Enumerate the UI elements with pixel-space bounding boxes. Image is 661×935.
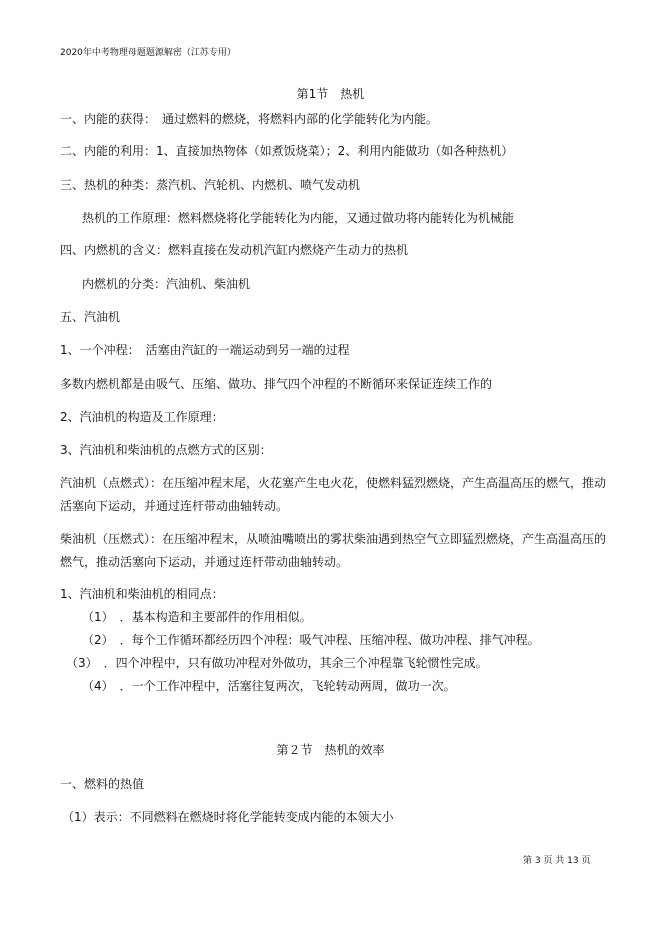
paragraph: 多数内燃机都是由吸气、压缩、做功、排气四个冲程的不断循环来保证连续工作的	[60, 377, 493, 391]
list-item: （3） ．四个冲程中，只有做功冲程对外做功，其余三个冲程靠飞轮惯性完成。	[66, 656, 488, 670]
paragraph: 二、内能的利用：1、直接加热物体（如煮饭烧菜）；2、利用内能做功（如各种热机）	[60, 144, 514, 158]
paragraph: 燃气，推动活塞向下运动，并通过连杆带动曲轴转动。	[60, 555, 349, 569]
paragraph: 一、燃料的热值	[60, 777, 145, 791]
paragraph: 2、汽油机的构造及工作原理：	[60, 410, 224, 424]
paragraph: 一、内能的获得： 通过燃料的燃烧，将燃料内部的化学能转化为内能。	[60, 112, 439, 126]
list-item: （2） ．每个工作循环都经历四个冲程：吸气冲程、压缩冲程、做功冲程、排气冲程。	[82, 633, 540, 647]
list-item: （1） ．基本构造和主要部件的作用相似。	[82, 610, 312, 624]
page-header: 2020年中考物理母题题源解密（江苏专用）	[60, 48, 236, 58]
paragraph: 四、内燃机的含义：燃料直接在发动机汽缸内燃烧产生动力的热机	[60, 243, 409, 257]
list-item: （4） ．一个工作冲程中，活塞往复两次，飞轮转动两周，做功一次。	[82, 679, 456, 693]
paragraph: 活塞向下运动，并通过连杆带动曲轴转动。	[60, 499, 289, 513]
paragraph: （1）表示：不同燃料在燃烧时将化学能转变成内能的本领大小	[62, 810, 394, 824]
section-2-title: 第２节 热机的效率	[276, 743, 385, 757]
paragraph: 1、汽油机和柴油机的相同点：	[60, 587, 224, 601]
page-footer: 第 3 页 共 13 页	[523, 856, 591, 866]
section-1-title: 第1节 热机	[296, 87, 365, 101]
paragraph: 三、热机的种类：蒸汽机、汽轮机、内燃机、喷气发动机	[60, 178, 361, 192]
paragraph: 1、一个冲程： 活塞由汽缸的一端运动到另一端的过程	[60, 343, 350, 357]
paragraph: 柴油机（压燃式）：在压缩冲程末，从喷油嘴喷出的雾状柴油遇到热空气立即猛烈燃烧，产生高温高压的	[60, 532, 607, 546]
paragraph: 3、汽油机和柴油机的点燃方式的区别：	[60, 443, 272, 457]
paragraph: 五、汽油机	[60, 310, 121, 324]
paragraph: 热机的工作原理：燃料燃烧将化学能转化为内能，又通过做功将内能转化为机械能	[82, 211, 515, 225]
paragraph: 内燃机的分类：汽油机、柴油机	[82, 277, 251, 291]
paragraph: 汽油机（点燃式）：在压缩冲程末尾，火花塞产生电火花，使燃料猛烈燃烧，产生高温高压的燃气，推动	[60, 476, 607, 490]
